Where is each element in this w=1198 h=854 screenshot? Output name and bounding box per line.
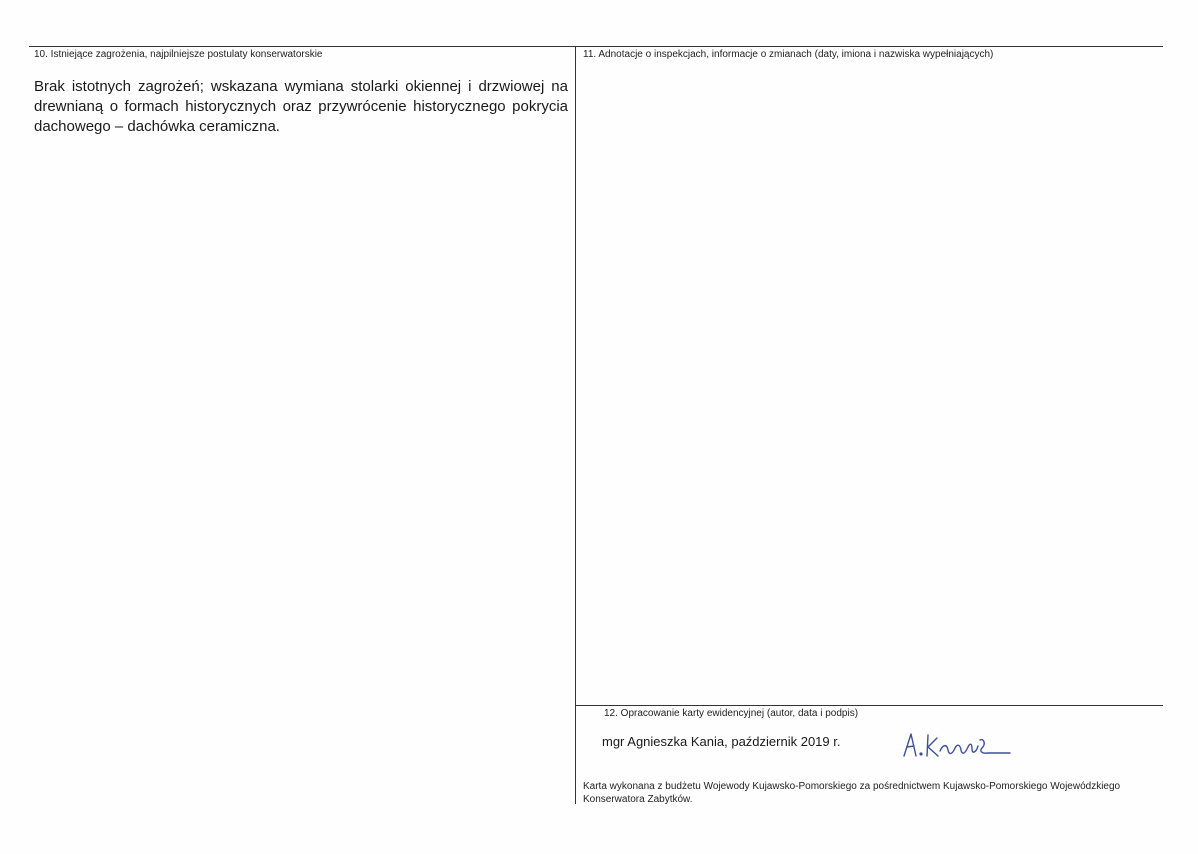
section11-label: 11. Adnotacje o inspekcjach, informacje o zmianach (daty, imiona i nazwiska wypełniających) bbox=[583, 49, 994, 60]
funding-note: Karta wykonana z budżetu Wojewody Kujawsko-Pomorskiego za pośrednictwem Kujawsko-Pomorskiego Wojewódzkiego Konserwatora Zabytków. bbox=[583, 781, 1121, 805]
top-rule bbox=[29, 46, 1163, 47]
handwritten-signature-icon bbox=[900, 726, 1020, 766]
section12-label: 12. Opracowanie karty ewidencyjnej (autor, data i podpis) bbox=[604, 708, 859, 719]
section12-rule bbox=[575, 705, 1163, 706]
column-divider bbox=[575, 46, 576, 804]
author-line: mgr Agnieszka Kania, październik 2019 r. bbox=[602, 734, 841, 749]
section10-body: Brak istotnych zagrożeń; wskazana wymiana stolarki okiennej i drzwiowej na drewnianą o formach historycznych oraz przywrócenie historycznego pokrycia dachowego – dachówka ceramiczna. bbox=[34, 78, 568, 135]
section10-label: 10. Istniejące zagrożenia, najpilniejsze postulaty konserwatorskie bbox=[34, 49, 323, 60]
